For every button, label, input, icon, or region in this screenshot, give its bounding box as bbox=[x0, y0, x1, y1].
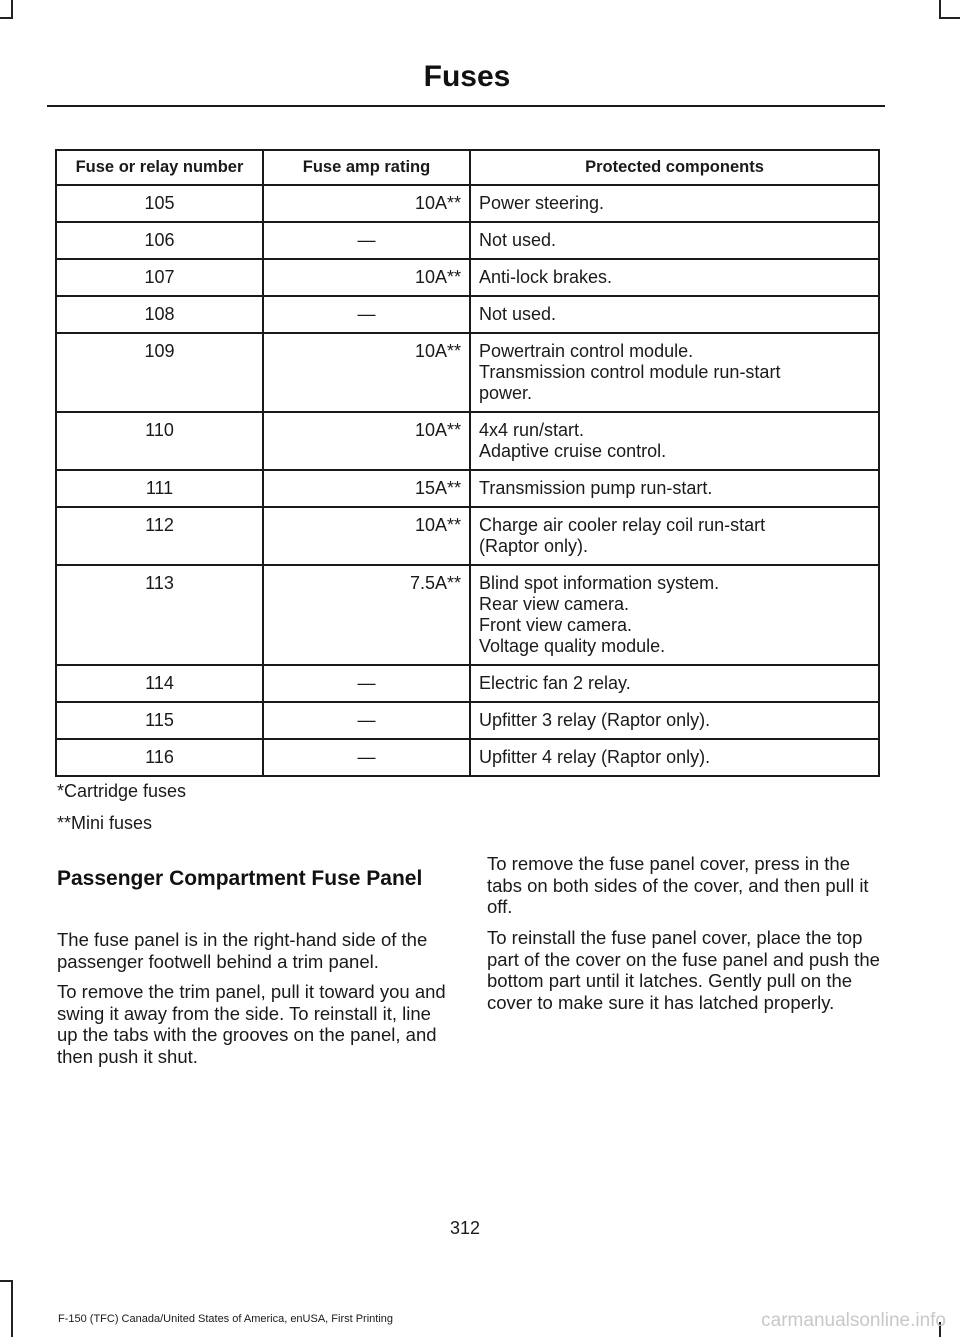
amp-rating-cell: — bbox=[263, 702, 470, 739]
protected-components-cell bbox=[470, 702, 879, 739]
component-line: Blind spot information system. bbox=[479, 573, 720, 593]
component-line: Charge air cooler relay coil run-start bbox=[479, 515, 766, 535]
table-row bbox=[56, 259, 879, 296]
section-heading: Passenger Compartment Fuse Panel bbox=[57, 867, 423, 890]
crop-mark bbox=[11, 1280, 13, 1337]
footnote-cartridge: *Cartridge fuses bbox=[57, 781, 187, 801]
protected-components-cell bbox=[470, 185, 879, 222]
fuse-number-cell: 114 bbox=[56, 665, 263, 702]
fuse-number-cell: 110 bbox=[56, 412, 263, 470]
table-row bbox=[56, 185, 879, 222]
crop-mark bbox=[0, 1280, 13, 1282]
footnote-mini: **Mini fuses bbox=[57, 813, 153, 833]
crop-mark bbox=[0, 17, 13, 19]
fuse-table bbox=[55, 149, 880, 777]
component-line: Upfitter 4 relay (Raptor only). bbox=[479, 747, 711, 767]
component-line: 4x4 run/start. bbox=[479, 420, 585, 440]
protected-components-cell bbox=[470, 412, 879, 470]
amp-rating-cell: 10A** bbox=[263, 259, 470, 296]
protected-components-cell bbox=[470, 222, 879, 259]
component-line: Transmission control module run-start bbox=[479, 362, 781, 382]
fuse-number-cell: 106 bbox=[56, 222, 263, 259]
crop-mark bbox=[939, 0, 941, 17]
header-divider bbox=[47, 105, 885, 107]
watermark: carmanualsonline.info bbox=[761, 1310, 946, 1331]
column-header-protected-components: Protected components bbox=[470, 150, 879, 185]
amp-rating-cell: 10A** bbox=[263, 412, 470, 470]
table-row bbox=[56, 333, 879, 412]
crop-mark bbox=[11, 0, 13, 17]
table-row bbox=[56, 739, 879, 776]
component-line: Rear view camera. bbox=[479, 594, 630, 614]
fuse-number-cell: 112 bbox=[56, 507, 263, 565]
fuse-number-cell: 113 bbox=[56, 565, 263, 665]
component-line: Upfitter 3 relay (Raptor only). bbox=[479, 710, 711, 730]
fuse-number-cell: 115 bbox=[56, 702, 263, 739]
crop-mark bbox=[939, 17, 960, 19]
component-line: Powertrain control module. bbox=[479, 341, 694, 361]
amp-rating-cell: 7.5A** bbox=[263, 565, 470, 665]
publication-info: F-150 (TFC) Canada/United States of America, enUSA, First Printing bbox=[58, 1313, 394, 1325]
protected-components-cell bbox=[470, 259, 879, 296]
component-line: (Raptor only). bbox=[479, 536, 589, 556]
amp-rating-cell: 15A** bbox=[263, 470, 470, 507]
fuse-number-cell: 111 bbox=[56, 470, 263, 507]
amp-rating-cell: 10A** bbox=[263, 507, 470, 565]
protected-components-cell bbox=[470, 739, 879, 776]
fuse-table-body bbox=[56, 185, 879, 776]
page-title: Fuses bbox=[423, 60, 511, 93]
component-line: Transmission pump run-start. bbox=[479, 478, 713, 498]
protected-components-cell bbox=[470, 565, 879, 665]
fuse-number-cell: 107 bbox=[56, 259, 263, 296]
amp-rating-cell: — bbox=[263, 296, 470, 333]
table-row bbox=[56, 412, 879, 470]
table-row bbox=[56, 222, 879, 259]
protected-components-cell bbox=[470, 296, 879, 333]
page-number: 312 bbox=[449, 1218, 481, 1238]
amp-rating-cell: — bbox=[263, 222, 470, 259]
fuse-number-cell: 105 bbox=[56, 185, 263, 222]
fuse-number-cell: 109 bbox=[56, 333, 263, 412]
table-row bbox=[56, 702, 879, 739]
table-header-row bbox=[56, 150, 879, 185]
component-line: Electric fan 2 relay. bbox=[479, 673, 631, 693]
table-row bbox=[56, 507, 879, 565]
table-row bbox=[56, 565, 879, 665]
protected-components-cell bbox=[470, 507, 879, 565]
table-row bbox=[56, 665, 879, 702]
protected-components-cell bbox=[470, 665, 879, 702]
protected-components-cell bbox=[470, 333, 879, 412]
paragraph-remove-trim-panel: To remove the trim panel, pull it toward you and swing it away from the side. To reinstall it, line up the tabs with the grooves on the panel, and then push it shut. bbox=[57, 981, 446, 1067]
paragraph-remove-cover: To remove the fuse panel cover, press in the tabs on both sides of the cover, and then pull it off. bbox=[487, 853, 869, 917]
component-line: Power steering. bbox=[479, 193, 605, 213]
paragraph-fuse-panel-location: The fuse panel is in the right-hand side of the passenger footwell behind a trim panel. bbox=[57, 929, 428, 972]
amp-rating-cell: — bbox=[263, 739, 470, 776]
component-line: power. bbox=[479, 383, 533, 403]
component-line: Voltage quality module. bbox=[479, 636, 666, 656]
component-line: Not used. bbox=[479, 304, 557, 324]
component-line: Adaptive cruise control. bbox=[479, 441, 667, 461]
amp-rating-cell: — bbox=[263, 665, 470, 702]
protected-components-cell bbox=[470, 470, 879, 507]
component-line: Not used. bbox=[479, 230, 557, 250]
amp-rating-cell: 10A** bbox=[263, 185, 470, 222]
table-row bbox=[56, 470, 879, 507]
paragraph-reinstall-cover: To reinstall the fuse panel cover, place the top part of the cover on the fuse panel and push the bottom part until it latches. Gently pull on the cover to make sure it has latched properly. bbox=[487, 927, 880, 1013]
component-line: Anti-lock brakes. bbox=[479, 267, 613, 287]
amp-rating-cell: 10A** bbox=[263, 333, 470, 412]
column-header-amp-rating: Fuse amp rating bbox=[263, 150, 470, 185]
column-header-fuse-number: Fuse or relay number bbox=[56, 150, 263, 185]
table-row bbox=[56, 296, 879, 333]
component-line: Front view camera. bbox=[479, 615, 633, 635]
fuse-number-cell: 108 bbox=[56, 296, 263, 333]
fuse-number-cell: 116 bbox=[56, 739, 263, 776]
